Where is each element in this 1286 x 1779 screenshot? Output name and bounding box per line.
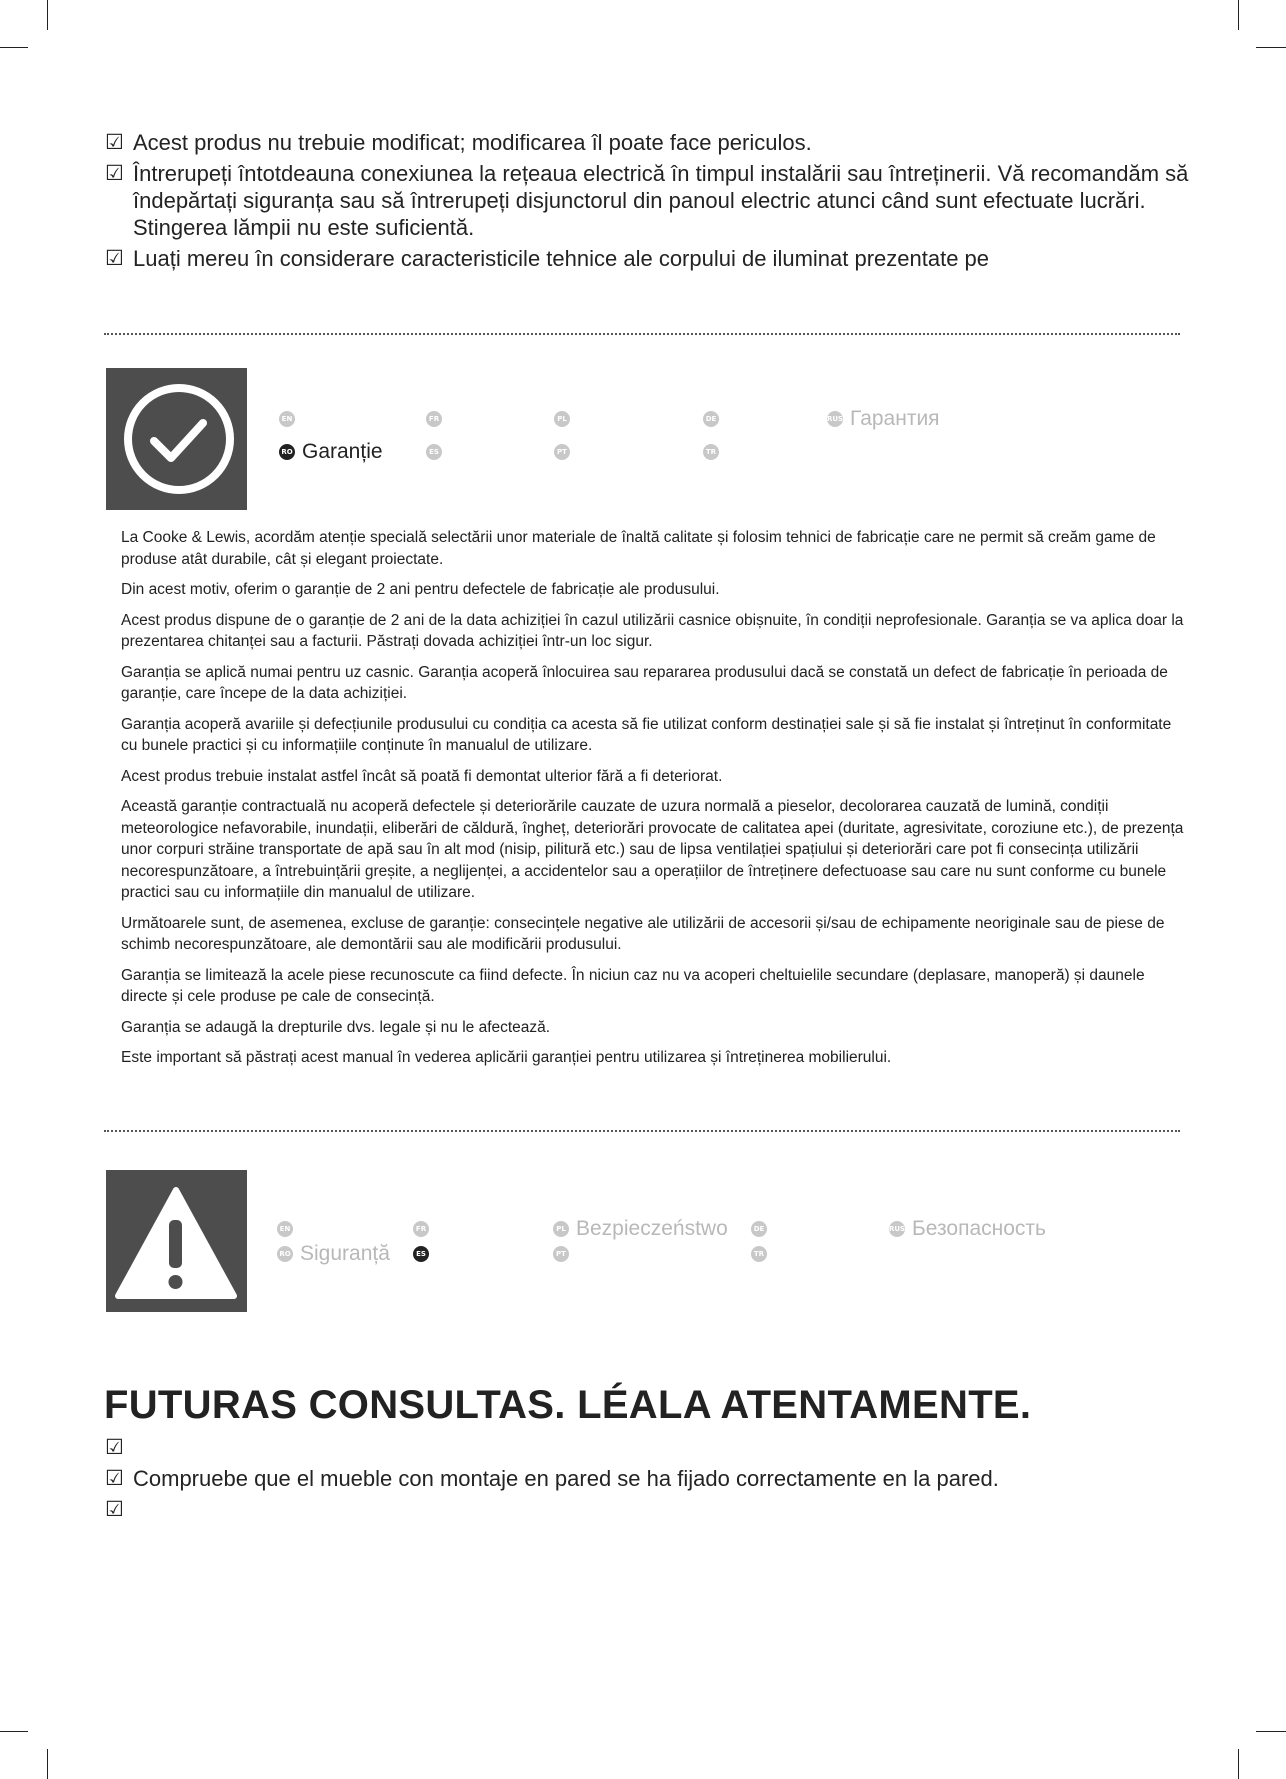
dotted-divider — [104, 1130, 1180, 1132]
lang-label: Безопасность — [912, 1217, 1046, 1240]
warranty-paragraph: Garanția se limitează la acele piese recunoscute ca fiind defecte. În niciun caz nu va acoperi cheltuielile secundare (deplasare, manoperă) și daunele directe și cele produse pe cale de consecință. — [121, 966, 1145, 1005]
safety-icon-box — [106, 1170, 247, 1312]
lang-badge: RUS — [827, 411, 843, 427]
lang-de — [703, 408, 719, 430]
crop-mark — [47, 0, 48, 30]
warranty-paragraph: Este important să păstrați acest manual în vederea aplicării garanției pentru utilizarea și întreținerea mobilierului. — [121, 1049, 892, 1066]
lang-label: Гарантия — [850, 407, 940, 430]
crop-mark — [1238, 0, 1239, 30]
lang-badge: TR — [751, 1246, 767, 1262]
lang-es — [413, 1243, 429, 1265]
lang-pt — [553, 1243, 569, 1265]
warranty-paragraph: Acest produs dispune de o garanție de 2 ani de la data achiziției în cazul utilizării casnice obișnuite, în condiții neprofesionale. Garanția se va aplica doar la prezentarea chitanței sau a facturii. Păstrați dovada achiziției într-un loc sigur. — [121, 611, 1184, 650]
lang-rus — [889, 1218, 1046, 1240]
warranty-paragraph: Garanția acoperă avariile și defecțiunile produsului cu condiția ca acesta să fie utilizat conform destinației sale și să fie instalat și întreținut în conformitate cu bunele practici și cu informațiile conținute în manualul de utilizare. — [121, 715, 1172, 754]
warranty-icon-box — [106, 368, 247, 510]
lang-pl — [554, 408, 570, 430]
safety-checklist-es — [105, 1434, 1190, 1524]
lang-badge: PL — [553, 1221, 569, 1237]
lang-ro — [277, 1243, 390, 1265]
lang-fr — [413, 1218, 429, 1240]
lang-badge: DE — [703, 411, 719, 427]
checklist-item — [105, 160, 1190, 241]
lang-badge: PT — [553, 1246, 569, 1262]
lang-es — [426, 441, 442, 463]
lang-tr — [703, 441, 719, 463]
warranty-paragraph: Acest produs trebuie instalat astfel încât să poată fi demontat ulterior fără a fi deteriorat. — [121, 767, 723, 785]
lang-badge: FR — [426, 411, 442, 427]
checkbox-icon: ☑ — [105, 1435, 124, 1459]
checkmark-circle-icon — [106, 368, 247, 510]
checklist-item — [105, 245, 1190, 272]
checkbox-icon: ☑ — [105, 1466, 124, 1490]
crop-mark — [0, 1731, 28, 1732]
lang-en — [277, 1218, 293, 1240]
section-title: FUTURAS CONSULTAS. LÉALA ATENTAMENTE. — [104, 1383, 1032, 1427]
lang-label: Bezpieczeństwo — [576, 1217, 728, 1240]
checklist-item — [105, 1465, 1190, 1493]
lang-rus — [827, 408, 940, 430]
lang-badge: PT — [554, 444, 570, 460]
lang-badge: DE — [751, 1221, 767, 1237]
warning-triangle-icon — [106, 1170, 247, 1312]
checklist-item — [105, 1434, 1190, 1462]
crop-mark — [47, 1749, 48, 1779]
lang-pt — [554, 441, 570, 463]
safety-checklist-ro — [105, 129, 1190, 272]
crop-mark — [1256, 1731, 1286, 1732]
checklist-text: Întrerupeți întotdeauna conexiunea la rețeaua electrică în timpul instalării sau întreținerii. Vă recomandăm să îndepărtați siguranța sau să întrerupeți disjunctorul din panoul electric atunci când sunt efectuate lucrări. Stingerea lămpii nu este suficientă. — [133, 161, 1189, 240]
lang-badge: RO — [279, 444, 295, 460]
crop-mark — [0, 47, 28, 48]
lang-pl — [553, 1218, 728, 1240]
dotted-divider — [104, 333, 1180, 335]
checklist-text: Acest produs nu trebuie modificat; modificarea îl poate face periculos. — [133, 130, 812, 155]
lang-badge: TR — [703, 444, 719, 460]
crop-mark — [1256, 47, 1286, 48]
checkbox-icon: ☑ — [105, 246, 124, 270]
lang-label: Siguranță — [300, 1242, 390, 1265]
checklist-text: Luați mereu în considerare caracteristicile tehnice ale corpului de iluminat prezentate pe — [133, 246, 990, 271]
warranty-paragraph: Această garanție contractuală nu acoperă defectele și deteriorările cauzate de uzura normală a pieselor, decolorarea cauzată de lumină, condiții meteorologice nefavorabile, inundații, eliberări de căldură, îngheț, deteriorări provocate de calitatea apei (duritate, agresivitate, coroziune etc.), de prezența unor corpuri străine transportate de apă sau în alt mod (nisip, pilitură etc.) sau de lipsa ventilației spațiului și deteriorări care pot fi consecința utilizării necorespunzătoare, a întrebuințării greșite, a neglijenței, a accidentelor sau a operațiilor de întreținere defectuoase sau care nu sunt conforme cu bunele practici sau cu informațiile din manualul de utilizare. — [121, 798, 1184, 901]
checklist-text: Compruebe que el mueble con montaje en pared se ha fijado correctamente en la pared. — [133, 1466, 999, 1491]
lang-ro — [279, 441, 383, 463]
lang-badge: ES — [426, 444, 442, 460]
checklist-item — [105, 1496, 1190, 1524]
lang-de — [751, 1218, 767, 1240]
lang-badge: PL — [554, 411, 570, 427]
checkbox-icon: ☑ — [105, 161, 124, 185]
checkbox-icon: ☑ — [105, 1497, 124, 1521]
warranty-paragraph: Garanția se aplică numai pentru uz casnic. Garanția acoperă înlocuirea sau repararea produsului dacă se constată un defect de fabricație în perioada de garanție, care începe de la data achiziției. — [121, 663, 1168, 702]
lang-tr — [751, 1243, 767, 1265]
warranty-paragraph: Garanția se adaugă la drepturile dvs. legale și nu le afectează. — [121, 1018, 551, 1036]
checkbox-icon: ☑ — [105, 130, 124, 154]
warranty-paragraph: Din acest motiv, oferim o garanție de 2 ani pentru defectele de fabricație ale produsului. — [121, 581, 720, 598]
lang-badge: RUS — [889, 1221, 905, 1237]
lang-badge: FR — [413, 1221, 429, 1237]
crop-mark — [1238, 1749, 1239, 1779]
lang-badge: RO — [277, 1246, 293, 1262]
lang-badge: ES — [413, 1246, 429, 1262]
lang-en — [279, 408, 295, 430]
warranty-paragraph: Următoarele sunt, de asemenea, excluse de garanție: consecințele negative ale utilizării de accesorii și/sau de echipamente neoriginale sau de piese de schimb necorespunzătoare, ale demontării sau ale modificării produsului. — [121, 914, 1165, 953]
lang-badge: EN — [279, 411, 295, 427]
lang-label: Garanție — [302, 440, 383, 463]
lang-badge: EN — [277, 1221, 293, 1237]
warranty-paragraph: La Cooke & Lewis, acordăm atenție specială selectării unor materiale de înaltă calitate și folosim tehnici de fabricație care ne permit să creăm game de produse atât durabile, cât și elegant proiectate. — [121, 529, 1156, 568]
checklist-item — [105, 129, 1190, 156]
warranty-text — [121, 527, 1186, 1078]
lang-fr — [426, 408, 442, 430]
